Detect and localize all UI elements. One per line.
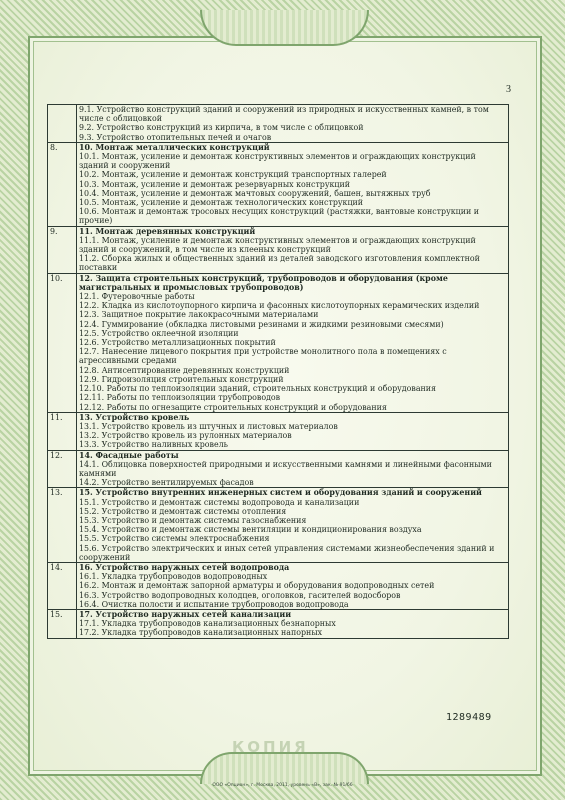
table-row: [48, 450, 509, 488]
work-item: 12.10. Работы по теплоизоляции зданий, строительных конструкций и оборудования: [79, 384, 437, 394]
work-item: 15.4. Устройство и демонтаж системы вентиляции и кондиционирования воздуха: [79, 525, 422, 535]
section-title: 10. Монтаж металлических конструкций: [79, 142, 270, 152]
work-item: 15.2. Устройство и демонтаж системы отопления: [79, 506, 287, 516]
row-number: 14.: [48, 562, 77, 609]
section-title: 17. Устройство наружных сетей канализации: [79, 609, 292, 619]
work-item: 12.4. Гуммирование (обкладка листовыми резинами и жидкими резиновыми смесями): [79, 319, 444, 329]
bottom-ornament: [200, 752, 369, 784]
table-row: [48, 562, 509, 609]
work-item: 9.1. Устройство конструкций зданий и сооружений из природных и искусственных камней, в том числе с облицовкой: [79, 105, 489, 124]
work-item: 17.2. Укладка трубопроводов канализационных напорных: [79, 628, 323, 638]
work-item: 14.1. Облицовка поверхностей природными и искусственными камнями и линейными фасонными камнями: [79, 459, 492, 478]
work-item: 15.6. Устройство электрических и иных сетей управления системами жизнеобеспечения зданий и сооружений: [79, 543, 495, 562]
work-item: 10.5. Монтаж, усиление и демонтаж технологических конструкций: [79, 198, 364, 208]
row-content: [77, 105, 509, 143]
row-content: [77, 609, 509, 638]
work-item: 12.7. Нанесение лицевого покрытия при устройстве монолитного пола в помещениях с агрессивными средами: [79, 347, 447, 366]
work-item: 12.12. Работы по огнезащите строительных конструкций и оборудования: [79, 402, 387, 412]
table-row: [48, 226, 509, 273]
table-row: [48, 105, 509, 143]
table-row: [48, 488, 509, 563]
row-content: [77, 562, 509, 609]
table-row: [48, 412, 509, 450]
work-item: 15.1. Устройство и демонтаж системы водопровода и канализации: [79, 497, 360, 507]
page-number: 3: [506, 84, 511, 95]
work-item: 12.3. Защитное покрытие лакокрасочными материалами: [79, 310, 319, 320]
work-item: 15.3. Устройство и демонтаж системы газоснабжения: [79, 515, 307, 525]
work-item: 10.3. Монтаж, усиление и демонтаж резервуарных конструкций: [79, 179, 351, 189]
section-title: 14. Фасадные работы: [79, 450, 179, 460]
work-item: 12.5. Устройство оклеечной изоляции: [79, 328, 239, 338]
work-item: 11.1. Монтаж, усиление и демонтаж конструктивных элементов и ограждающих конструкций зданий и сооружений, в том числе из клееных конструкций: [79, 235, 476, 255]
work-item: 10.2. Монтаж, усиление и демонтаж конструкций транспортных галерей: [79, 170, 387, 180]
work-item: 12.2. Кладка из кислотоупорного кирпича и фасонных кислотоупорных керамических изделий: [79, 301, 480, 311]
row-number: 10.: [48, 273, 77, 412]
row-content: [77, 450, 509, 488]
top-ornament: [200, 10, 369, 46]
work-item: 12.9. Гидроизоляция строительных конструкций: [79, 374, 284, 384]
work-item: 13.3. Устройство наливных кровель: [79, 440, 228, 450]
work-item: 10.1. Монтаж, усиление и демонтаж конструктивных элементов и ограждающих конструкций зданий и сооружений: [79, 152, 476, 171]
table-row: [48, 609, 509, 638]
work-item: 16.4. Очистка полости и испытание трубопроводов водопровода: [79, 599, 349, 609]
section-title: 16. Устройство наружных сетей водопровода: [79, 562, 290, 572]
row-number: 13.: [48, 488, 77, 563]
row-number: 9.: [48, 226, 77, 273]
section-title: 15. Устройство внутренних инженерных систем и оборудования зданий и сооружений: [79, 488, 482, 498]
work-item: 9.2. Устройство конструкций из кирпича, в том числе с облицовкой: [79, 123, 364, 133]
work-item: 10.6. Монтаж и демонтаж тросовых несущих конструкций (растяжки, вантовые конструкции и прочие): [79, 207, 479, 226]
row-content: [77, 226, 509, 273]
table-row: [48, 273, 509, 412]
work-item: 16.3. Устройство водопроводных колодцев, оголовков, гасителей водосборов: [79, 590, 401, 600]
work-item: 16.1. Укладка трубопроводов водопроводных: [79, 572, 268, 582]
work-item: 12.1. Футеровочные работы: [79, 292, 195, 302]
work-item: 15.5. Устройство системы электроснабжения: [79, 534, 270, 544]
work-item: 17.1. Укладка трубопроводов канализационных безнапорных: [79, 619, 336, 629]
printer-footer: ООО «Опцион», г. Москва, 2011, уровень «В», зак. № 91/66: [212, 783, 353, 788]
row-number: 15.: [48, 609, 77, 638]
copy-watermark: КОПИЯ: [232, 738, 309, 756]
work-item: 14.2. Устройство вентилируемых фасадов: [79, 478, 254, 488]
serial-number: 1289489: [446, 712, 492, 723]
row-content: [77, 412, 509, 450]
work-item: 12.6. Устройство металлизационных покрытий: [79, 338, 276, 348]
row-content: [77, 488, 509, 563]
work-item: 12.11. Работы по теплоизоляции трубопроводов: [79, 393, 281, 403]
work-item: 13.1. Устройство кровель из штучных и листовых материалов: [79, 421, 338, 431]
work-item: 16.2. Монтаж и демонтаж запорной арматуры и оборудования водопроводных сетей: [79, 581, 435, 591]
row-content: [77, 273, 509, 412]
work-item: 10.4. Монтаж, усиление и демонтаж мачтовых сооружений, башен, вытяжных труб: [79, 188, 431, 198]
work-item: 13.2. Устройство кровель из рулонных материалов: [79, 431, 292, 441]
row-number: 8.: [48, 142, 77, 226]
section-title: 12. Защита строительных конструкций, трубопроводов и оборудования (кроме магистральных и промысловых трубопроводов): [79, 273, 448, 292]
license-works-table: [47, 104, 509, 639]
work-item: 12.8. Антисептирование деревянных конструкций: [79, 365, 290, 375]
work-item: 11.2. Сборка жилых и общественных зданий из деталей заводского изготовления комплектной поставки: [79, 254, 480, 273]
row-number: 11.: [48, 412, 77, 450]
row-number: 12.: [48, 450, 77, 488]
section-title: 11. Монтаж деревянных конструкций: [79, 226, 256, 236]
work-item: 9.3. Устройство отопительных печей и очагов: [79, 132, 272, 142]
row-number: [48, 105, 77, 143]
table-row: [48, 142, 509, 226]
section-title: 13. Устройство кровель: [79, 412, 190, 422]
row-content: [77, 142, 509, 226]
